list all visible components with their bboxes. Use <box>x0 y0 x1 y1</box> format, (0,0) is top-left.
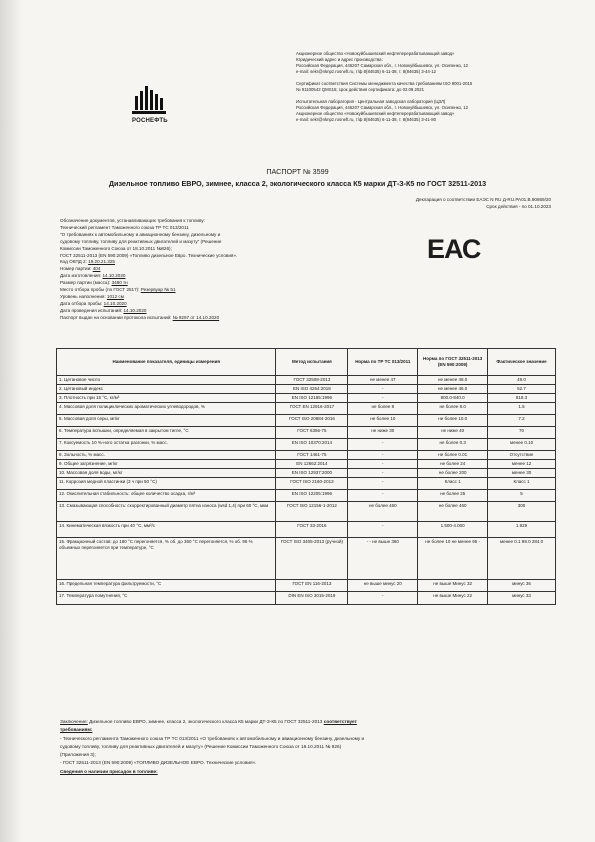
param-name: 4. Массовая доля полициклических ароматических углеводородов, % <box>57 403 276 415</box>
param-tr-norm: - <box>348 451 418 460</box>
param-tr-norm: не выше минус 20 <box>348 580 418 592</box>
docs-line: ГОСТ 32511-2013 (EN 590:2009) «Топливо дизельное Евро. Технические условия». <box>60 252 238 258</box>
declaration <box>416 196 551 210</box>
level-value: 1012 см <box>106 293 124 299</box>
param-name: 6. Температура вспышки, определяемая в закрытом тигле, °С <box>57 427 276 439</box>
test-row: Дата проведения испытаний: 14.10.2020 <box>60 307 147 313</box>
param-method: ГОСТ 6356-75 <box>276 427 348 439</box>
param-tr-norm: - <box>348 478 418 490</box>
param-gost-norm: Класс 1 <box>418 478 488 490</box>
header-line: Российская Федерация, 446207 Самарская обл., г. Новокуйбышевск, ул. Осипенко, 12 <box>296 105 469 110</box>
header-line: e-mail: sekr@nknpz.rosneft.ru, т/ф 8(84635) 6-11-38, т. 8(84635) 3-41-80 <box>296 117 437 122</box>
table-row <box>57 478 556 490</box>
param-method: ГОСТ EN 116-2013 <box>276 580 348 592</box>
logo-text: РОСНЕФТЬ <box>132 118 168 124</box>
table-row <box>57 376 556 385</box>
additives-label: Сведения о наличии присадок в топливе: <box>60 768 158 774</box>
param-gost-norm: не ниже 40 <box>418 427 488 439</box>
docs-line: "О требованиях к автомобильному и авиационному бензину, дизельному и <box>60 231 221 237</box>
requirements-label: требованиям: <box>60 727 93 733</box>
param-method: ГОСТ 33-2016 <box>276 522 348 538</box>
param-tr-norm: - <box>348 394 418 403</box>
param-value: Класс 1 <box>488 478 556 490</box>
passport-number: ПАСПОРТ № 3599 <box>266 167 329 176</box>
param-tr-norm: - <box>348 460 418 469</box>
param-gost-norm: не более 460 <box>418 502 488 522</box>
param-method: ГОСТ ISO 12156-1-2012 <box>276 502 348 522</box>
table-row <box>57 460 556 469</box>
batch-info <box>60 218 400 322</box>
param-value: 5 <box>488 490 556 502</box>
header-line: Испытательная лаборатория - Центральная заводская лаборатория (ЦЗЛ) <box>296 99 446 104</box>
param-method: ГОСТ ISO 2160-2013 <box>276 478 348 490</box>
param-tr-norm: не более 8 <box>348 403 418 415</box>
header-actual: Фактическое значение <box>488 349 556 376</box>
param-method: EN ISO 4264:2018 <box>276 385 348 394</box>
param-value: 7.2 <box>488 415 556 427</box>
param-gost-norm: 1.500-4.000 <box>418 522 488 538</box>
param-method: ГОСТ 1461-75 <box>276 451 348 460</box>
param-name: 8. Зольность, % масс. <box>57 451 276 460</box>
docs-label: Обозначение документов, устанавливающих требования к топливу: <box>60 218 205 223</box>
scan-shadow <box>0 0 22 842</box>
sample-value: 14.10.2020 <box>103 300 127 306</box>
param-method: ГОСТ ISO 20884-2016 <box>276 415 348 427</box>
param-tr-norm: - - не выше 360 <box>348 538 418 580</box>
table-row <box>57 490 556 502</box>
protocol-row: Паспорт выдан на основании протокола испытаний: № 9297 от 14.10.2020 <box>60 314 220 320</box>
param-gost-norm: 800.0-840.0 <box>418 394 488 403</box>
header-gost-norm: Норма по ГОСТ 32511-2013 (EN 590:2009) <box>418 349 488 376</box>
param-tr-norm: - <box>348 439 418 451</box>
requirement-line: (Приложения 3); <box>60 752 96 758</box>
table-row <box>57 592 556 605</box>
param-gost-norm: не более 10 не менее 95 - <box>418 538 488 580</box>
table-row <box>57 415 556 427</box>
param-name: 12. Окислительная стабильность: общее количество осадка, г/м³ <box>57 490 276 502</box>
company-header <box>296 51 586 123</box>
header-method: Метод испытания <box>276 349 348 376</box>
protocol-value: № 9297 от 14.10.2020 <box>172 314 220 320</box>
param-value: менее 0.10 <box>488 439 556 451</box>
param-value: 300 <box>488 502 556 522</box>
table-row <box>57 385 556 394</box>
param-name: 13. Смазывающая способность: скорректированный диаметр пятна износа (wsd 1,4) при 60 °С, мкм <box>57 502 276 522</box>
param-gost-norm: не менее 46.0 <box>418 385 488 394</box>
param-name: 1. Цетановое число <box>57 376 276 385</box>
made-row: Дата изготовления: 14.10.2020 <box>60 273 126 279</box>
param-tr-norm: не более 460 <box>348 502 418 522</box>
place-value: Резервуар № 51 <box>140 287 176 293</box>
docs-line: судовому топливу, топливу для реактивных двигателей и мазуту" (Решение <box>60 238 222 244</box>
table-row <box>57 403 556 415</box>
size-row: Размер партии (масса): 3480 тн <box>60 280 128 286</box>
level-row: Уровень наполнения: 1012 см <box>60 293 124 299</box>
param-name: 3. Плотность при 15 °С, кг/м³ <box>57 394 276 403</box>
requirement-line: судовому топливу, топливу для реактивных двигателей и мазуту» (Решение Комиссии Таможенного Союза от 18.10.2011 № 826) <box>60 743 342 749</box>
param-value: 1.5 <box>488 403 556 415</box>
param-method: ГОСТ EN 12916-2017 <box>276 403 348 415</box>
docs-line: Комиссии Таможенного Союза от 18.10.2011 №826); <box>60 245 172 251</box>
table-row <box>57 469 556 478</box>
table-row <box>57 502 556 522</box>
param-value: минус 33 <box>488 592 556 605</box>
param-name: 16. Предельная температура фильтруемости, °С <box>57 580 276 592</box>
declaration-validity: Срок действия - по 01.10.2023 <box>486 204 551 209</box>
parameters-table <box>56 348 556 605</box>
param-method: EN 12662:2014 <box>276 460 348 469</box>
batch-value: 404 <box>92 266 101 272</box>
param-name: 5. Массовая доля серы, мг/кг <box>57 415 276 427</box>
param-name: 7. Коксуемость 10 %-ного остатка разгонки, % масс. <box>57 439 276 451</box>
param-name: 9. Общее загрязнение, мг/кг <box>57 460 276 469</box>
param-method: DIN EN ISO 3015-2019 <box>276 592 348 605</box>
product-title: Дизельное топливо ЕВРО, зимнее, класса 2, экологического класса К5 марки ДТ-З-К5 по ГОСТ 32511-2013 <box>108 179 487 188</box>
made-value: 14.10.2020 <box>102 273 126 279</box>
param-method: ГОСТ ISO 3405-2013 (ручной) <box>276 538 348 580</box>
batch-row: Номер партии: 404 <box>60 266 101 272</box>
docs-line: Технический регламент Таможенного союза ТР ТС 013/2011 <box>60 224 189 230</box>
param-gost-norm: не более 10.0 <box>418 415 488 427</box>
param-gost-norm: не более 0.01 <box>418 451 488 460</box>
param-gost-norm: не выше Минус 22 <box>418 592 488 605</box>
param-tr-norm: не ниже 30 <box>348 427 418 439</box>
requirement-line: - Технического регламента Таможенного союза ТР ТС 013/2011 «О требованиях к автомобильному и авиационному бензину, дизельному и <box>60 735 365 741</box>
table-row <box>57 580 556 592</box>
param-tr-norm: не более 10 <box>348 415 418 427</box>
okpd-value: 19.20.21.325 <box>88 259 115 265</box>
param-name: 11. Коррозия медной пластинки (3 ч при 50 °С) <box>57 478 276 490</box>
param-tr-norm: - <box>348 490 418 502</box>
table-row <box>57 427 556 439</box>
conclusion-line: Заключение: Дизельное топливо ЕВРО, зимнее, класса 2, экологического класса К5 марки ДТ-З-К5 по ГОСТ 32511-2013 соответствует <box>60 719 357 724</box>
declaration-number: Декларация о соответствии ЕАЭС N RU Д-RU.PA01.B.90869/20 <box>415 197 551 202</box>
table-row <box>57 439 556 451</box>
param-name: 2. Цетановый индекс <box>57 385 276 394</box>
header-line: Акционерное общество «Новокуйбышевский нефтеперерабатывающий завод» <box>296 51 455 56</box>
param-value: 818.3 <box>488 394 556 403</box>
header-line: e-mail: sekr@nknpz.rosneft.ru, т/ф 8(84635) 6-11-38, т. 8(84635) 3-44-12 <box>296 69 437 74</box>
header-line: Российская Федерация, 446207 Самарская обл., г. Новокуйбышевск, ул. Осипенко, 12 <box>296 63 469 68</box>
header-tr-norm: Норма по ТР ТС 013/2011 <box>348 349 418 376</box>
param-gost-norm: не более 8.0 <box>418 403 488 415</box>
param-gost-norm: не более 25 <box>418 490 488 502</box>
header-name: Наименование показателя, единицы измерения <box>57 349 276 376</box>
param-value: менее 12 <box>488 460 556 469</box>
conclusion <box>60 718 550 776</box>
header-line: Акционерное общество «Новокуйбышевский нефтеперерабатывающий завод» <box>296 111 455 116</box>
sample-row: Дата отбора пробы: 14.10.2020 <box>60 300 127 306</box>
param-name: 10. Массовая доля воды, мг/кг <box>57 469 276 478</box>
eac-mark: ЕАС <box>427 234 481 264</box>
param-value: менее 30 <box>488 469 556 478</box>
param-value: 1.929 <box>488 522 556 538</box>
table-header-row <box>57 349 556 376</box>
table-row <box>57 538 556 580</box>
param-name: 17. Температура помутнения, °С <box>57 592 276 605</box>
param-name: 15. Фракционный состав: до 180 °С перегоняется, % об. до 360 °С перегоняется, % об. 95 % объемных перегоняется при температуре, °С <box>57 538 276 580</box>
param-tr-norm: - <box>348 522 418 538</box>
requirement-line: - ГОСТ 32511-2013 (EN 590:2009) «ТОПЛИВО ДИЗЕЛЬНОЕ ЕВРО. Технические условия». <box>60 760 257 766</box>
param-tr-norm: - <box>348 385 418 394</box>
place-row: Место отбора пробы (по ГОСТ 2517): Резервуар № 51 <box>60 287 176 293</box>
header-line: № 91100542 QMS15; срок действия сертификата: до 02.09.2021 <box>296 87 425 92</box>
param-tr-norm: - <box>348 469 418 478</box>
okpd-row: Код ОКПД 2: 19.20.21.325 <box>60 259 115 265</box>
size-value: 3480 тн <box>111 280 128 286</box>
conclusion-label: Заключение: <box>60 719 88 724</box>
param-gost-norm: не более 200 <box>418 469 488 478</box>
param-gost-norm: не более 0.3 <box>418 439 488 451</box>
param-method: ГОСТ 32508-2013 <box>276 376 348 385</box>
table-row <box>57 451 556 460</box>
table-row <box>57 394 556 403</box>
param-tr-norm: не менее 47 <box>348 376 418 385</box>
param-gost-norm: не более 24 <box>418 460 488 469</box>
param-gost-norm: не менее 48.0 <box>418 376 488 385</box>
param-value: минус 36 <box>488 580 556 592</box>
param-method: EN ISO 12205:1996 <box>276 490 348 502</box>
table-row <box>57 522 556 538</box>
param-method: EN ISO 12185:1996 <box>276 394 348 403</box>
param-tr-norm: - <box>348 592 418 605</box>
param-method: EN ISO 12937:2000 <box>276 469 348 478</box>
param-value: 52.7 <box>488 385 556 394</box>
param-value: 49.0 <box>488 376 556 385</box>
header-line: Юридический адрес и адрес производства: <box>296 57 383 62</box>
param-name: 14. Кинематическая вязкость при 40 °С, мм²/с <box>57 522 276 538</box>
param-value: Отсутствие <box>488 451 556 460</box>
header-line: Сертификат соответствия Системы менеджмента качества требованиям ISO 9001-2015 <box>296 81 473 86</box>
param-value: менее 0.1 98.0 284.0 <box>488 538 556 580</box>
param-gost-norm: не выше Минус 32 <box>418 580 488 592</box>
param-method: EN ISO 10370:2014 <box>276 439 348 451</box>
test-value: 14.10.2020 <box>123 307 147 313</box>
param-value: 70 <box>488 427 556 439</box>
